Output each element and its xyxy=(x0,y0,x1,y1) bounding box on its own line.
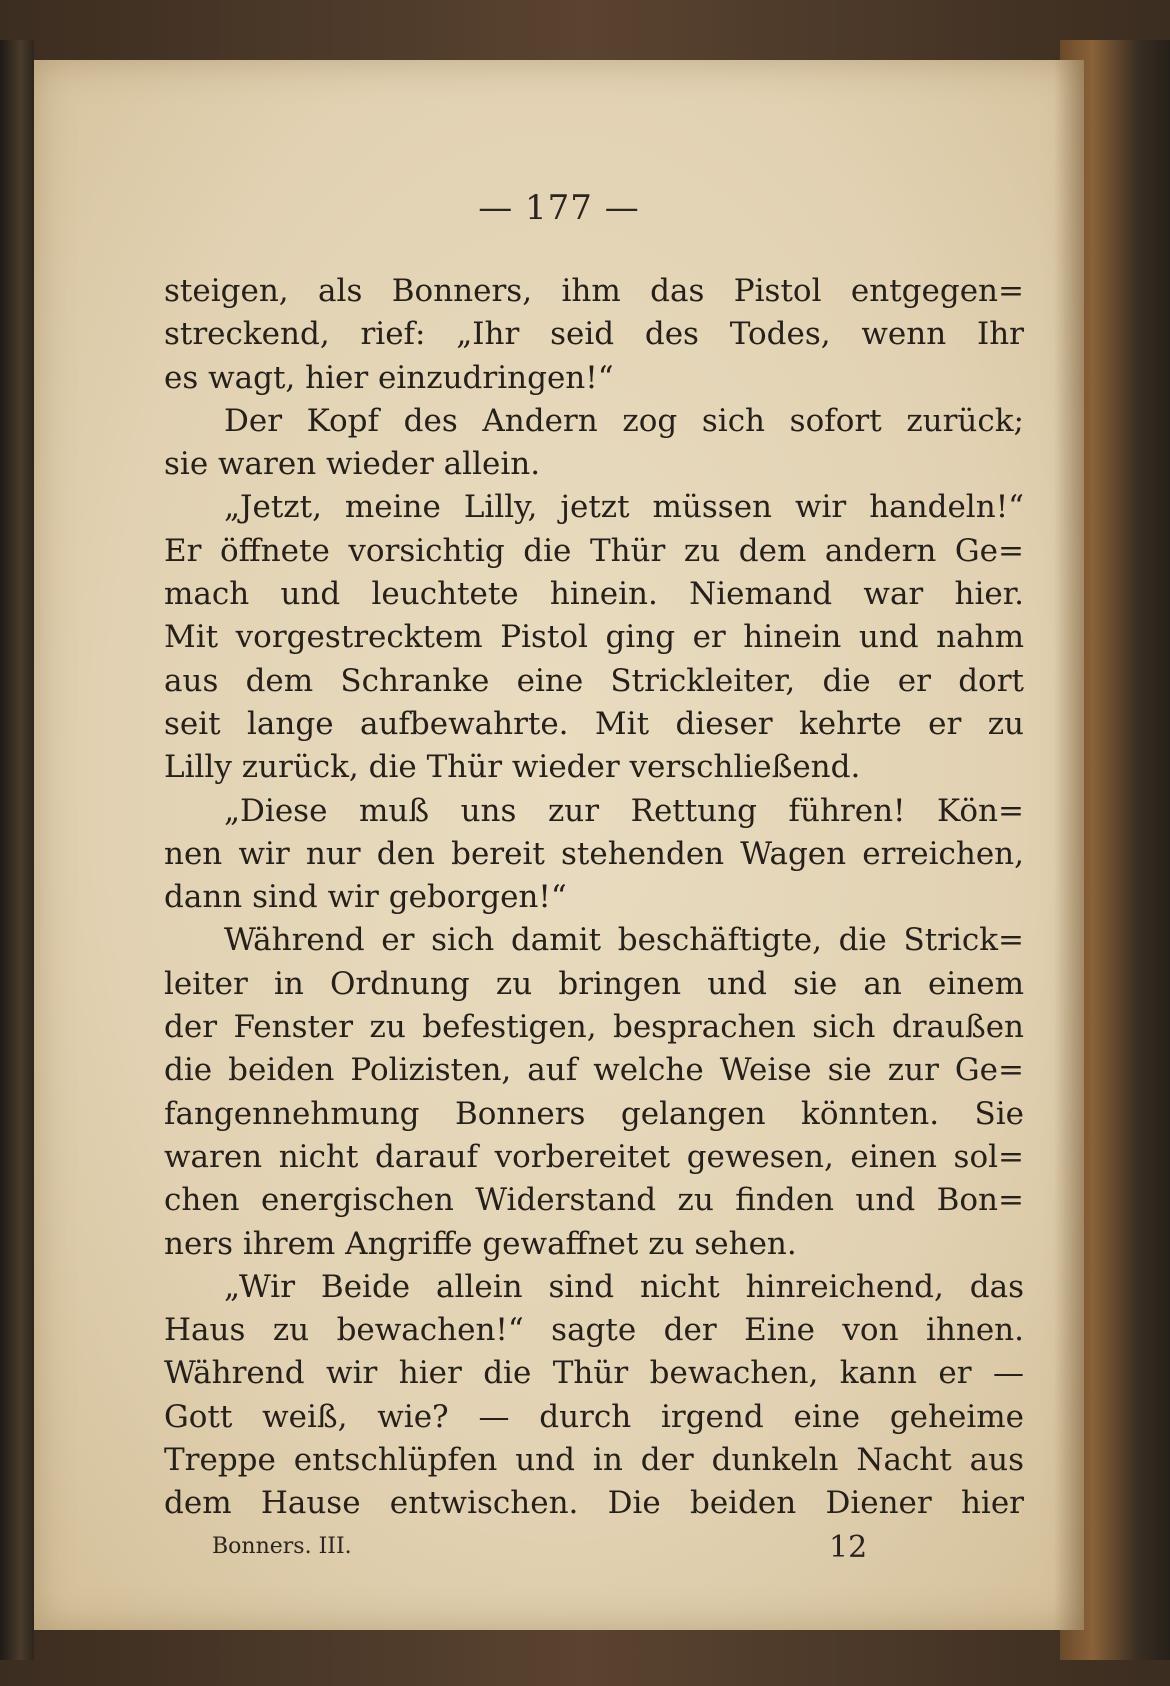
book-cover-left xyxy=(0,40,34,1660)
text-line: steigen, als Bonners, ihm das Pistol entgegen= xyxy=(164,273,1024,309)
footer-sheet-number: 12 xyxy=(829,1530,868,1565)
text-line: waren nicht darauf vorbereitet gewesen, einen sol= xyxy=(164,1138,1024,1175)
text-line: Treppe entschlüpfen und in der dunkeln Nacht aus xyxy=(164,1442,1024,1479)
text-line: Während er sich damit beschäftigte, die Strick= xyxy=(224,922,1024,959)
text-line: ners ihrem Angriffe gewaffnet zu sehen. xyxy=(164,1225,797,1262)
text-line: Der Kopf des Andern zog sich sofort zurück; xyxy=(224,402,1024,439)
text-line: leiter in Ordnung zu bringen und sie an einem xyxy=(164,965,1024,1002)
text-line: dem Hause entwischen. Die beiden Diener hier xyxy=(164,1485,1024,1522)
text-line: Haus zu bewachen!“ sagte der Eine von ihnen. xyxy=(164,1312,1024,1349)
text-line: chen energischen Widerstand zu finden und Bon= xyxy=(164,1182,1024,1219)
text-line: dann sind wir geborgen!“ xyxy=(164,879,567,916)
body-text xyxy=(164,270,1024,1526)
book-page xyxy=(34,60,1084,1630)
text-line: „Diese muß uns zur Rettung führen! Kön= xyxy=(224,792,1024,829)
page-edge-shadow xyxy=(1054,60,1084,1630)
text-line: sie waren wieder allein. xyxy=(164,446,541,483)
text-line: streckend, rief: „Ihr seid des Todes, wenn Ihr xyxy=(164,316,1024,353)
text-line: der Fenster zu befestigen, besprachen sich draußen xyxy=(164,1009,1024,1046)
text-line: aus dem Schranke eine Strickleiter, die er dort xyxy=(164,662,1024,699)
text-line: „Jetzt, meine Lilly, jetzt müssen wir handeln!“ xyxy=(224,489,1024,526)
text-line: Lilly zurück, die Thür wieder verschließend. xyxy=(164,749,861,786)
footer-signature: Bonners. III. xyxy=(212,1534,352,1559)
page-number-header: — 177 — xyxy=(478,188,640,228)
text-line: fangennehmung Bonners gelangen könnten. Sie xyxy=(164,1095,1024,1132)
text-line: die beiden Polizisten, auf welche Weise sie zur Ge= xyxy=(164,1052,1024,1089)
text-line: Mit vorgestrecktem Pistol ging er hinein und nahm xyxy=(164,619,1024,656)
text-line: „Wir Beide allein sind nicht hinreichend, das xyxy=(224,1268,1024,1305)
text-line: seit lange aufbewahrte. Mit dieser kehrte er zu xyxy=(164,705,1024,742)
text-line: nen wir nur den bereit stehenden Wagen erreichen, xyxy=(164,835,1024,872)
text-line: es wagt, hier einzudringen!“ xyxy=(164,359,614,396)
text-line: mach und leuchtete hinein. Niemand war hier. xyxy=(164,576,1024,613)
text-line: Während wir hier die Thür bewachen, kann er — xyxy=(164,1355,1024,1392)
text-line: Gott weiß, wie? — durch irgend eine geheime xyxy=(164,1398,1024,1435)
text-line: Er öffnete vorsichtig die Thür zu dem andern Ge= xyxy=(164,532,1024,569)
